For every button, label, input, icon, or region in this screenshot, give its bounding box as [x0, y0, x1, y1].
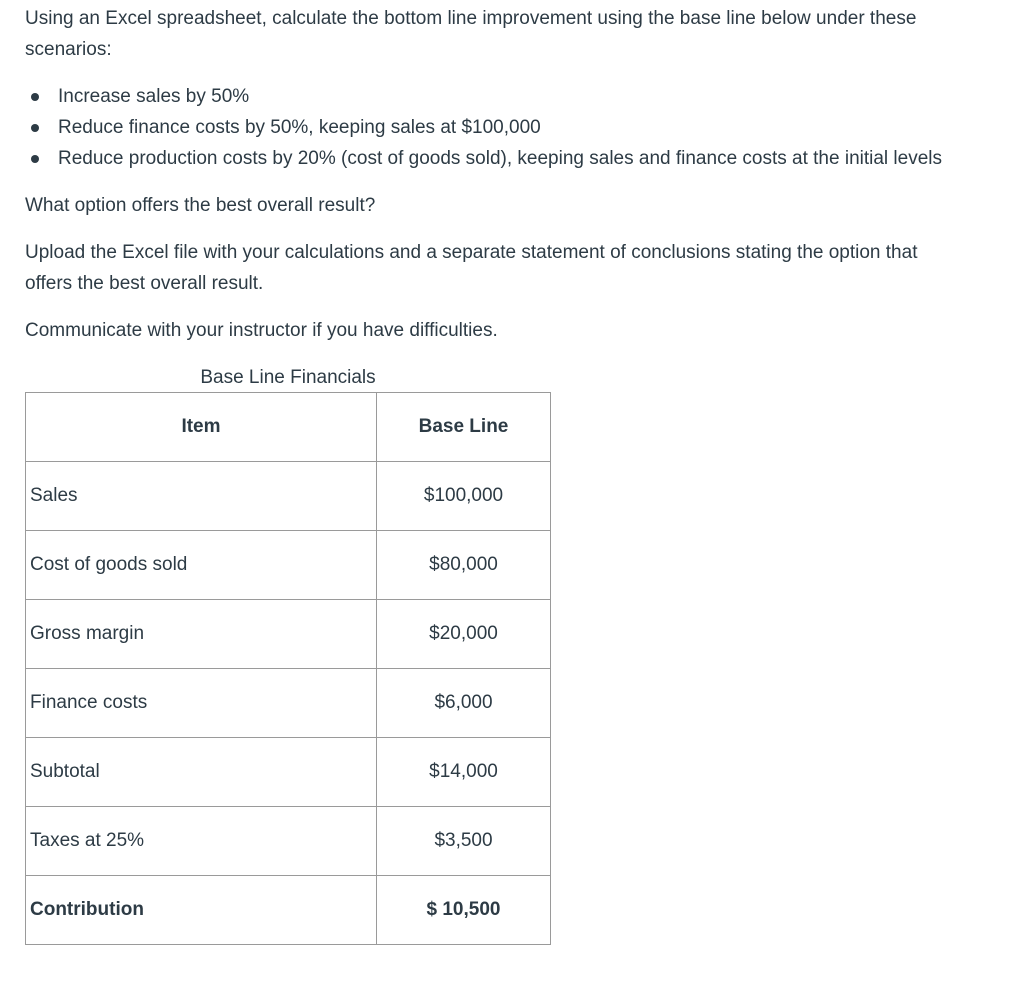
table-row [26, 876, 551, 945]
row-value: $14,000 [377, 738, 551, 807]
list-item: Reduce finance costs by 50%, keeping sales at $100,000 [58, 112, 1024, 143]
row-item-label: Subtotal [26, 738, 377, 807]
row-item-label: Contribution [26, 876, 377, 945]
row-value: $100,000 [377, 462, 551, 531]
upload-paragraph [25, 237, 1010, 299]
table-row [26, 738, 551, 807]
upload-line-1: Upload the Excel file with your calculations and a separate statement of conclusions stating the option that [25, 242, 918, 263]
intro-paragraph [25, 3, 1000, 65]
list-item: Increase sales by 50% [58, 81, 1024, 112]
header-item: Item [26, 393, 377, 462]
row-item-label: Sales [26, 462, 377, 531]
row-value: $80,000 [377, 531, 551, 600]
base-line-financials-table [25, 392, 551, 945]
table-row [26, 462, 551, 531]
table-header-row [26, 393, 551, 462]
intro-line-2: scenarios: [25, 39, 112, 60]
intro-line-1: Using an Excel spreadsheet, calculate the bottom line improvement using the base line below under these [25, 8, 917, 29]
table-caption: Base Line Financials [200, 367, 376, 388]
question-text: What option offers the best overall result? [25, 195, 376, 216]
table-row [26, 531, 551, 600]
row-value: $6,000 [377, 669, 551, 738]
table-row [26, 807, 551, 876]
communicate-text: Communicate with your instructor if you have difficulties. [25, 320, 498, 341]
row-value: $3,500 [377, 807, 551, 876]
table-row [26, 600, 551, 669]
row-value: $ 10,500 [377, 876, 551, 945]
row-item-label: Gross margin [26, 600, 377, 669]
row-item-label: Taxes at 25% [26, 807, 377, 876]
header-base-line: Base Line [377, 393, 551, 462]
list-item: Reduce production costs by 20% (cost of goods sold), keeping sales and finance costs at the initial levels [58, 143, 1024, 174]
upload-line-2: offers the best overall result. [25, 273, 264, 294]
row-item-label: Cost of goods sold [26, 531, 377, 600]
table-row [26, 669, 551, 738]
row-item-label: Finance costs [26, 669, 377, 738]
scenario-list [25, 81, 1024, 174]
row-value: $20,000 [377, 600, 551, 669]
